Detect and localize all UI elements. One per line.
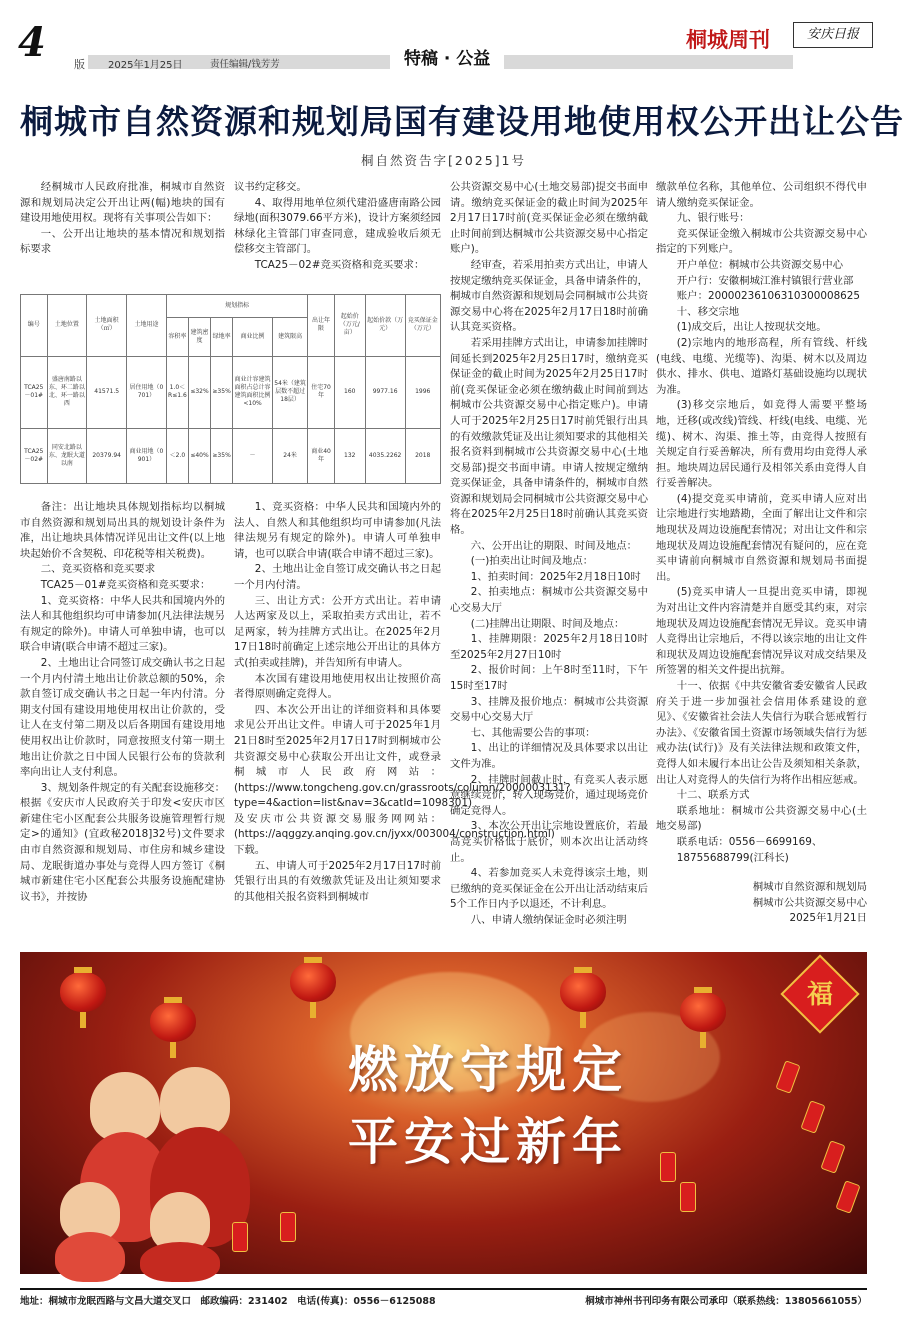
paper-logo: 安庆日报 bbox=[793, 22, 873, 48]
table-header: 绿地率 bbox=[211, 317, 233, 356]
paragraph: 3、规划条件规定的有关配套设施移交：根据《安庆市人民政府关于印发<安庆市区新建住宅小区配套公共服务设施管理暂行规定>的通知》(宜政秘2018]32号)文件要求由市自然资源和规划局、市住房和城乡建设局、龙眠街道办事处与竞得人四方签订《桐城市新建住宅小区配套公共服务设施配建协议书》，并按协 bbox=[20, 781, 225, 903]
table-header: 建筑限高 bbox=[272, 317, 307, 356]
paragraph: 二、竞买资格和竞买要求 bbox=[40, 563, 156, 576]
table-header: 竞买保证金（万元） bbox=[405, 295, 440, 357]
editor-credit: 责任编辑/钱芳芳 bbox=[210, 59, 280, 70]
paragraph: 2、报价时间：上午8时至11时，下午15时至17时 bbox=[450, 664, 648, 692]
footer-rule bbox=[20, 1288, 867, 1290]
paragraph: 八、申请人缴纳保证金时必须注明 bbox=[470, 913, 627, 926]
firecracker-icon bbox=[800, 1100, 825, 1134]
paragraph: 1、竞买资格：中华人民共和国境内外的法人和其他组织均可申请参加(凡法律法规另有规定的除外)。申请人可单独申请，也可以联合申请(联合申请不超过三家)。 bbox=[20, 594, 225, 654]
paragraph: 联系电话：0556－6699169、 bbox=[676, 835, 823, 848]
paragraph: 账户：20000236106310300008625 bbox=[676, 290, 861, 303]
table-row bbox=[21, 428, 441, 483]
table-cell: TCA25－01# bbox=[21, 356, 48, 428]
signature-org-1: 桐城市自然资源和规划局 bbox=[752, 881, 867, 893]
table-cell: 1996 bbox=[405, 356, 440, 428]
table-cell: 160 bbox=[334, 356, 365, 428]
paragraph: 开户行：安徽桐城江淮村镇银行营业部 bbox=[676, 274, 854, 287]
table-header: 容积率 bbox=[166, 317, 188, 356]
lantern-icon bbox=[150, 1002, 196, 1042]
headline: 桐城市自然资源和规划局国有建设用地使用权公开出让公告 bbox=[20, 102, 904, 141]
table-cell: 居住用地（0701） bbox=[127, 356, 167, 428]
paragraph: 联系地址：桐城市公共资源交易中心(土地交易部) bbox=[656, 804, 867, 833]
table-cell: 54米（建筑层数不超过18层） bbox=[272, 356, 307, 428]
table-cell: 1.0＜R≤1.6 bbox=[166, 356, 188, 428]
paragraph: 1、竞买资格：中华人民共和国境内外的法人、自然人和其他组织均可申请参加(凡法律法规另有规定的除外)。申请人可单独申请，也可以联合申请(联合申请不超过三家)。 bbox=[234, 501, 441, 560]
signature-org-2: 桐城市公共资源交易中心 bbox=[752, 896, 867, 909]
firecracker-icon bbox=[280, 1212, 296, 1242]
signature-date: 2025年1月21日 bbox=[789, 912, 867, 925]
slogan-line-2: 平安过新年 bbox=[348, 1113, 628, 1171]
table-cell: 盛唐南路以东、环二路以北、环一路以西 bbox=[47, 356, 87, 428]
issue-date: 2025年1月25日 bbox=[108, 60, 183, 71]
table-cell: 2018 bbox=[405, 428, 440, 483]
footer-address: 地址：桐城市龙眠西路与文昌大道交叉口 邮政编码：231402 电话(传真)：0556－6125088 bbox=[20, 1296, 436, 1307]
brand-a: 桐城 bbox=[686, 28, 728, 52]
table-cell: ≤32% bbox=[188, 356, 210, 428]
paragraph: 十二、联系方式 bbox=[676, 789, 750, 802]
paragraph: 18755688799(江科长) bbox=[676, 851, 789, 864]
brand-logo bbox=[686, 24, 770, 54]
paragraph: (2)宗地内的地形高程，所有管线、杆线(电线、电缆、光缆等)、沟渠、树木以及周边供水、排水、供电、道路灯基础设施均以现状为准。 bbox=[656, 336, 867, 396]
table-cell: 9977.16 bbox=[365, 356, 405, 428]
table-header: 建筑密度 bbox=[188, 317, 210, 356]
paragraph: 开户单位：桐城市公共资源交易中心 bbox=[676, 258, 844, 271]
table-cell: 商业计容建筑面积占总计容建筑面积比例<10% bbox=[233, 356, 273, 428]
lantern-icon bbox=[290, 962, 336, 1002]
section-title: 特稿 · 公益 bbox=[390, 44, 504, 69]
paragraph: 四、本次公开出让的详细资料和具体要求见公开出让文件。申请人可于2025年1月21日8时至2025年2月17日17时到桐城市公共资源交易中心获取公开出让文件，或登录桐城市人民政府网站：(https://www.tongcheng.gov.cn/grassroots/column/2000003131?type=4&action=list&nav=3&catId=1098301)及安庆市公共资源交易服务网网站：(https://aqggzy.anqing.gov.cn/jyxx/003004/construction.html)下载。 bbox=[234, 703, 571, 857]
table-cell: － bbox=[233, 428, 273, 483]
table-cell: 41571.5 bbox=[87, 356, 127, 428]
paragraph: 3、挂牌及报价地点：桐城市公共资源交易中心交易大厅 bbox=[450, 695, 648, 724]
table-header: 土地用途 bbox=[127, 295, 167, 357]
firecracker-icon bbox=[680, 1182, 696, 1212]
paragraph: TCA25－01#竞买资格和竞买要求： bbox=[40, 578, 211, 591]
paragraph: 一、公开出让地块的基本情况和规划指标要求 bbox=[20, 227, 225, 256]
paragraph: 议书约定移交。 bbox=[234, 181, 307, 193]
lantern-icon bbox=[560, 972, 606, 1012]
paragraph: (1)成交后，出让人按现状交地。 bbox=[676, 321, 827, 334]
signature-block bbox=[656, 880, 867, 927]
paragraph: 若采用挂牌方式出让，申请参加挂牌时间延长到2025年2月25日17时，缴纳竞买保证金的截止时间为2025年2月25日17时前(竞买保证金必须在缴纳截止时间前到达桐城市公共资源交易中心指定账户)。申请人可于2025年2月25日17时前凭银行出具的有效缴款凭证及出让须知要求的其他相关报名资料到桐城市公共资源交易中心(土地交易部)提交书面申请。申请人按规定缴纳竞买保证金，具备申请条件的，桐城市自然资源和规划局会同桐城市公共资源交易中心将在2025年2月25日18时前确认其竞买资格。 bbox=[450, 336, 648, 537]
table-cell: ≥35% bbox=[211, 356, 233, 428]
paragraph: 3、本次公开出让宗地设置底价，若最高竞买价格低于底价，则本次出让活动终止。 bbox=[450, 820, 648, 864]
paragraph: (4)提交竞买申请前，竞买申请人应对出让宗地进行实地踏勘，全面了解出让文件和宗地现状及周边设施配套情况；对出让文件和宗地现状及周边设施配套情况有疑问的，应在竞买申请前向桐城市自然资源和规划局书面提出。 bbox=[656, 492, 867, 583]
land-table-grid bbox=[20, 294, 441, 484]
paragraph: 1、拍卖时间：2025年2月18日10时 bbox=[470, 570, 641, 583]
paragraph: 缴款单位名称，其他单位、公司组织不得代申请人缴纳竞买保证金。 bbox=[656, 181, 867, 209]
table-group-header: 规划指标 bbox=[166, 295, 307, 318]
table-row bbox=[21, 356, 441, 428]
slogan-line-1: 燃放守规定 bbox=[348, 1041, 628, 1099]
paragraph: 本次国有建设用地使用权出让按照价高者得原则确定竞得人。 bbox=[234, 672, 441, 701]
column-4 bbox=[656, 180, 867, 870]
table-cell: ≤40% bbox=[188, 428, 210, 483]
girl-body bbox=[55, 1232, 125, 1282]
table-header: 商业比例 bbox=[233, 317, 273, 356]
table-cell: 同安北路以东、龙眠大道以南 bbox=[47, 428, 87, 483]
firecracker-icon bbox=[835, 1180, 860, 1214]
table-header: 起始价款（万元） bbox=[365, 295, 405, 357]
firecracker-icon bbox=[775, 1060, 800, 1094]
table-cell: ＜2.0 bbox=[166, 428, 188, 483]
paragraph: 七、其他需要公告的事项： bbox=[470, 726, 596, 739]
table-header: 土地位置 bbox=[47, 295, 87, 357]
paragraph: 公共资源交易中心(土地交易部)提交书面申请。缴纳竞买保证金的截止时间为2025年2月17日17时前(竞买保证金必须在缴纳截止时间前到达桐城市公共资源交易中心指定账户)。 bbox=[450, 181, 648, 256]
paragraph: 十、移交宗地 bbox=[676, 305, 740, 318]
table-header: 编号 bbox=[21, 295, 48, 357]
paragraph: (一)拍卖出让时间及地点： bbox=[470, 555, 594, 568]
paragraph: (3)移交宗地后，如竞得人需要平整场地，迁移(或改线)管线、杆线(电线、电缆、光缆)、树木、沟渠、推土等，由竞得人按照有关规定自行妥善解决，所有费用均由竞得人承担。地块周边居民通行及相邻关系由竞得人自行妥善解决。 bbox=[656, 399, 867, 490]
column-3 bbox=[450, 180, 648, 950]
table-cell: 4035.2262 bbox=[365, 428, 405, 483]
masthead bbox=[18, 19, 873, 71]
boy-body bbox=[140, 1242, 220, 1282]
table-cell: 商业40年 bbox=[308, 428, 335, 483]
table-cell: 商业用地（0901） bbox=[127, 428, 167, 483]
table-cell: 132 bbox=[334, 428, 365, 483]
paragraph: 九、银行账号： bbox=[676, 212, 750, 225]
paragraph: (二)挂牌出让期限、时间及地点： bbox=[470, 617, 625, 630]
brand-b: 周刊 bbox=[728, 28, 770, 52]
lantern-icon bbox=[60, 972, 106, 1012]
column-1-top bbox=[20, 180, 225, 276]
doc-number: 桐自然资告字[2025]1号 bbox=[360, 153, 527, 168]
paragraph: 4、若参加竞买人未竞得该宗土地，则已缴纳的竞买保证金在公开出让活动结束后5个工作日内予以退还，不计利息。 bbox=[450, 867, 648, 911]
firecracker-icon bbox=[660, 1152, 676, 1182]
table-cell: 20379.94 bbox=[87, 428, 127, 483]
table-header: 起始价（万元/亩） bbox=[334, 295, 365, 357]
paragraph: 五、申请人可于2025年2月17日17时前凭银行出具的有效缴款凭证及出让须知要求的其他相关报名资料到桐城市 bbox=[234, 859, 441, 903]
table-cell: ≥35% bbox=[211, 428, 233, 483]
page-number: 4 bbox=[18, 19, 46, 66]
paragraph: 2、拍卖地点：桐城市公共资源交易中心交易大厅 bbox=[450, 586, 648, 615]
paragraph: 十一、依据《中共安徽省委安徽省人民政府关于进一步加强社会信用体系建设的意见》、《安徽省社会法人失信行为联合惩戒暂行办法》、《安徽省国土资源市场领域失信行为惩戒办法(试行)》及有关法律法规和政策文件，竞得人如未履行本出让公告及须知相关条款，出让人对竞得人的失信行为将作出相应惩戒。 bbox=[656, 680, 867, 786]
paragraph: 备注：出让地块具体规划指标均以桐城市自然资源和规划局出具的规划设计条件为准，出让地块具体情况详见出让文件(以上地块起始价不含契税、印花税等相关税费)。 bbox=[20, 501, 225, 560]
paragraph: 1、出让的详细情况及具体要求以出让文件为准。 bbox=[450, 742, 648, 770]
firecracker-icon bbox=[232, 1222, 248, 1252]
paragraph: 2、土地出让合同签订成交确认书之日起一个月内付清土地出让价款总额的50%，余款自签订成交确认书之日起一年内付清。分期支付国有建设用地使用权出让价款的，受让人在支付第二期及以后各期国有建设用地使用权出让价款时，同意按照支付第一期土地出让价款之日中国人民银行公布的贷款利率向出让人支付利息。 bbox=[20, 656, 225, 779]
family-illustration bbox=[50, 1062, 300, 1274]
firecracker-icon bbox=[820, 1140, 845, 1174]
table-header: 出让年限 bbox=[308, 295, 335, 357]
new-year-poster bbox=[20, 952, 867, 1274]
table-cell: 住宅70年 bbox=[308, 356, 335, 428]
paragraph: 2、土地出让金自签订成交确认书之日起一个月内付清。 bbox=[234, 563, 441, 591]
paragraph: 三、出让方式：公开方式出让。若申请人达两家及以上，采取拍卖方式出让，若不足两家，转为挂牌方式出让。在2025年2月17日18时前确定上述宗地公开出让的具体方式(拍卖或挂牌)，并告知所有申请人。 bbox=[234, 594, 441, 669]
column-1-bottom bbox=[20, 500, 225, 940]
paragraph: 六、公开出让的期限、时间及地点： bbox=[470, 539, 638, 552]
paragraph: TCA25－02#竞买资格和竞买要求： bbox=[254, 258, 425, 271]
column-2-top bbox=[234, 180, 441, 276]
paragraph: 竞买保证金缴入桐城市公共资源交易中心指定的下列账户。 bbox=[656, 227, 867, 256]
table-cell: TCA25－02# bbox=[21, 428, 48, 483]
paragraph: 1、挂牌期限：2025年2月18日10时至2025年2月27日10时 bbox=[450, 633, 648, 661]
paragraph: 经桐城市人民政府批准，桐城市自然资源和规划局决定公开出让两(幅)地块的国有建设用地使用权。现将有关事项公告如下： bbox=[20, 181, 225, 225]
lantern-icon bbox=[680, 992, 726, 1032]
paragraph: 经审查，若采用拍卖方式出让，申请人按规定缴纳竞买保证金，具备申请条件的，桐城市自然资源和规划局会同桐城市公共资源交易中心将在2025年2月17日18时前确认其竞买资格。 bbox=[450, 258, 648, 334]
footer-printer: 桐城市神州书刊印务有限公司承印（联系热线：13805661055） bbox=[585, 1296, 867, 1307]
table-header: 土地面积（㎡） bbox=[87, 295, 127, 357]
paragraph: 4、取得用地单位须代建沿盛唐南路公园绿地(面积3079.66平方米)，设计方案须经园林绿化主管部门审查同意，建成验收后须无偿移交主管部门。 bbox=[234, 196, 441, 256]
land-table bbox=[20, 294, 441, 484]
table-cell: 24米 bbox=[272, 428, 307, 483]
paragraph: 2、挂牌时间截止时，有竞买人表示愿意继续竞价，转入现场竞价，通过现场竞价确定竞得人。 bbox=[450, 773, 648, 817]
fu-character: 福 bbox=[806, 980, 833, 1010]
page-unit: 版 bbox=[74, 58, 85, 71]
paragraph: (5)竞买申请人一旦提出竞买申请，即视为对出让文件内容清楚并自愿受其约束，对宗地现状及周边设施配套情况无异议。竞买申请人竞得出让宗地后，不得以该宗地的出让文件和现状及周边设施配套情况异议对成交结果及所签署的相关文件提出抗辩。 bbox=[656, 586, 867, 677]
